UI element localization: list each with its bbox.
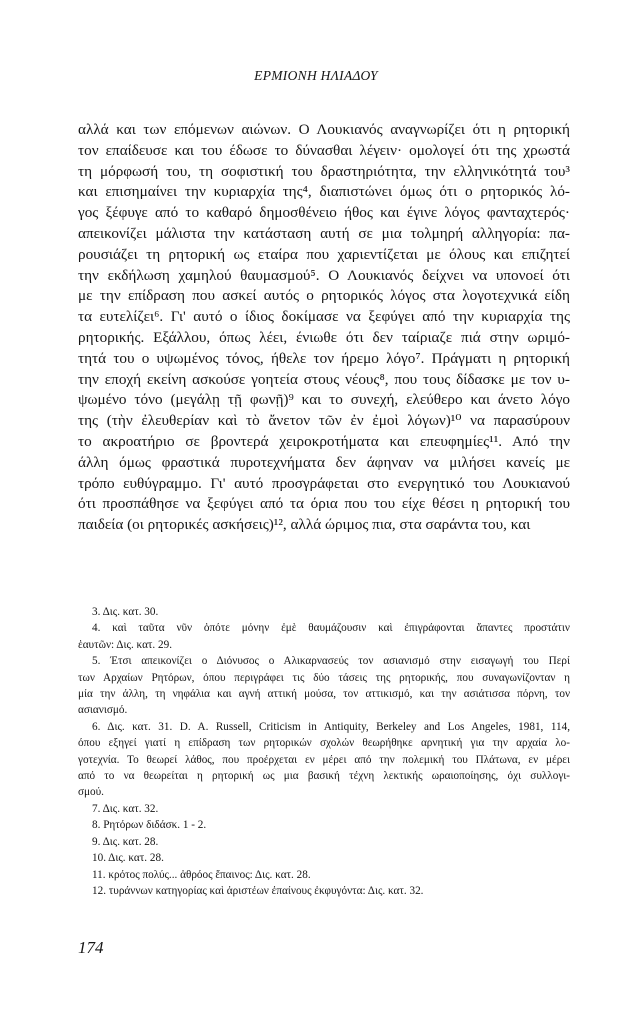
text-line: ότι προσπάθησε να ξεφύγει από τα όρια που του είχε θέσει η ρητορική του <box>78 495 570 513</box>
text-line: παιδεία (οι ρητορικές ασκήσεις)¹², αλλά ώριμος πια, στα σαράντα του, και <box>78 516 531 534</box>
text-line: της (τὴν ἐλευθερίαν καὶ τὸ ἄνετον τῶν ἐν ἐμοὶ λόγων)¹⁰ να παρασύρουν <box>78 412 570 430</box>
footnote-line: 4. καὶ ταῦτα νῦν ὁπότε μόνην ἐμὲ θαυμάζουσιν καὶ ἐπιγράφονται ἅπαντες προστάτιν <box>92 622 570 635</box>
page-number: 174 <box>78 938 104 957</box>
footnote <box>78 834 570 850</box>
footnotes <box>78 604 570 899</box>
text-line: το ακροατήριο σε βροντερά χειροκροτήματα και επευφημίες¹¹. Από την <box>78 432 570 450</box>
text-line: τρόπο ευθύγραμμο. Γι' αυτό προσγράφεται στο ενεργητικό του Λουκιανού <box>78 474 570 492</box>
text-line: ρουσιάζει τη ρητορική ως εταίρα που χαριεντίζεται με όλους και επιζητεί <box>78 245 570 263</box>
footnote-line: 8. Ρητόρων διδάσκ. 1 - 2. <box>92 819 207 832</box>
footnote <box>78 620 570 653</box>
footnote-line: 3. Δις. κατ. 30. <box>92 606 159 618</box>
text-line: και επισημαίνει την κυριαρχία της⁴, διαπιστώνει όμως ότι ο ρητορικός λό- <box>78 183 570 201</box>
footnote <box>78 850 570 866</box>
footnote-line: 7. Δις. κατ. 32. <box>92 802 159 815</box>
footnote-line: μία την άλλη, τη νηφάλια και αγνή αττική μούσα, τον αττικισμό, και την ασιάτισσα πόρνη, τον <box>78 688 570 701</box>
footnote <box>78 604 570 620</box>
text-line: ψωμένο τόνο (μεγάλῃ τῇ φωνῇ)⁹ και το συνεχή, ελεύθερο και άνετο λόγο <box>78 391 570 409</box>
text-line: απεικονίζει μάλιστα την κατάσταση αυτή σε μια τολμηρή αλληγορία: πα- <box>78 224 570 242</box>
footnote-line: ασιανισμό. <box>78 704 128 717</box>
footnote-line: 10. Δις. κατ. 28. <box>92 852 164 865</box>
footnote-line: γοτεχνία. Το θεωρεί λάθος, που προέρχεται εν μέρει από την πολεμική του Πλάτωνα, εν μέρει <box>78 753 570 766</box>
text-line: τη μόρφωσή του, τη σοφιστική του δραστηριότητα, την ελληνικότητά του³ <box>78 162 570 180</box>
text-line: τητά του ο υψωμένος τόνος, ήθελε τον ήρεμο λόγο⁷. Πράγματι η ρητορική <box>78 349 570 367</box>
text-line: αλλά και των επόμενων αιώνων. Ο Λουκιανός αναγνωρίζει ότι η ρητορική <box>78 121 570 138</box>
body-text <box>78 120 570 536</box>
footnote-line: 6. Δις. κατ. 31. D. A. Russell, Criticism in Antiquity, Berkeley and Los Angeles, 1981, 114, <box>92 720 570 733</box>
footnote <box>78 801 570 817</box>
footnote-line: σμού. <box>78 786 104 799</box>
footnote-line: 12. τυράννων κατηγορίας καὶ ἀριστέων ἐπαίνους ἐκφυγόντα: Δις. κατ. 32. <box>92 884 424 897</box>
text-line: άλλη όμως φραστικά πυροτεχνήματα δεν άφηναν να μιλήσει κανείς με <box>78 453 570 471</box>
footnote <box>78 719 570 801</box>
footnote <box>78 883 570 899</box>
text-line: τον επαίδευσε και του έδωσε το δύνασθαι λέγειν· ομολογεί ότι της χρωστά <box>78 141 570 159</box>
footnote-line: 9. Δις. κατ. 28. <box>92 835 159 848</box>
footnote-line: ἑαυτῶν: Δις. κατ. 29. <box>78 638 173 651</box>
footnote-line: όπου εξηγεί γιατί η επίδραση των ρητορικών σχολών θεωρήθηκε αρνητική για την αρχαία λο- <box>78 737 570 750</box>
footnote <box>78 653 570 719</box>
footnote-line: 5. Έτσι απεικονίζει ο Διόνυσος ο Αλικαρνασεύς τον ασιανισμό στην εισαγωγή του Περί <box>92 655 570 668</box>
footnote <box>78 817 570 833</box>
footnote <box>78 867 570 883</box>
text-line: τα ευτελίζει⁶. Γι' αυτό ο ίδιος δοκίμασε να ξεφύγει από την κυριαρχία της <box>78 308 570 326</box>
text-line: με την επίδραση που ασκεί αυτός ο ρητορικός λόγος στα λογοτεχνικά είδη <box>78 287 570 305</box>
footnote-line: από το να θεωρείται η ρητορική ως μια βασική τέχνη λεκτικής ωραιοποίησης, όχι συλλογι- <box>78 770 570 783</box>
text-line: γος ξέφυγε από το καθαρό δημοσθένειο ήθος και έγινε λόγος φανταχτερός· <box>78 204 570 222</box>
footnote-line: των Αρχαίων Ρητόρων, όπου περιγράφει τις δύο τάσεις της ρητορικής, που συναγωνίζονταν η <box>78 671 570 684</box>
text-line: την εποχή εκείνη ασκούσε γοητεία στους νέους⁸, που τους δίδασκε με τον υ- <box>78 370 570 388</box>
text-line: ρητορικής. Εξάλλου, όπως λέει, ένιωθε ότι δεν ταίριαζε πιά στην ωριμό- <box>78 328 570 346</box>
running-header: ΕΡΜΙΟΝΗ ΗΛΙΑΔΟΥ <box>254 68 378 83</box>
text-line: την εκδήλωση χαμηλού θαυμασμού⁵. Ο Λουκιανός δείχνει να υπονοεί ότι <box>78 266 570 284</box>
footnote-line: 11. κρότος πολύς... ἀθρόος ἔπαινος: Δις. κατ. 28. <box>92 868 311 881</box>
